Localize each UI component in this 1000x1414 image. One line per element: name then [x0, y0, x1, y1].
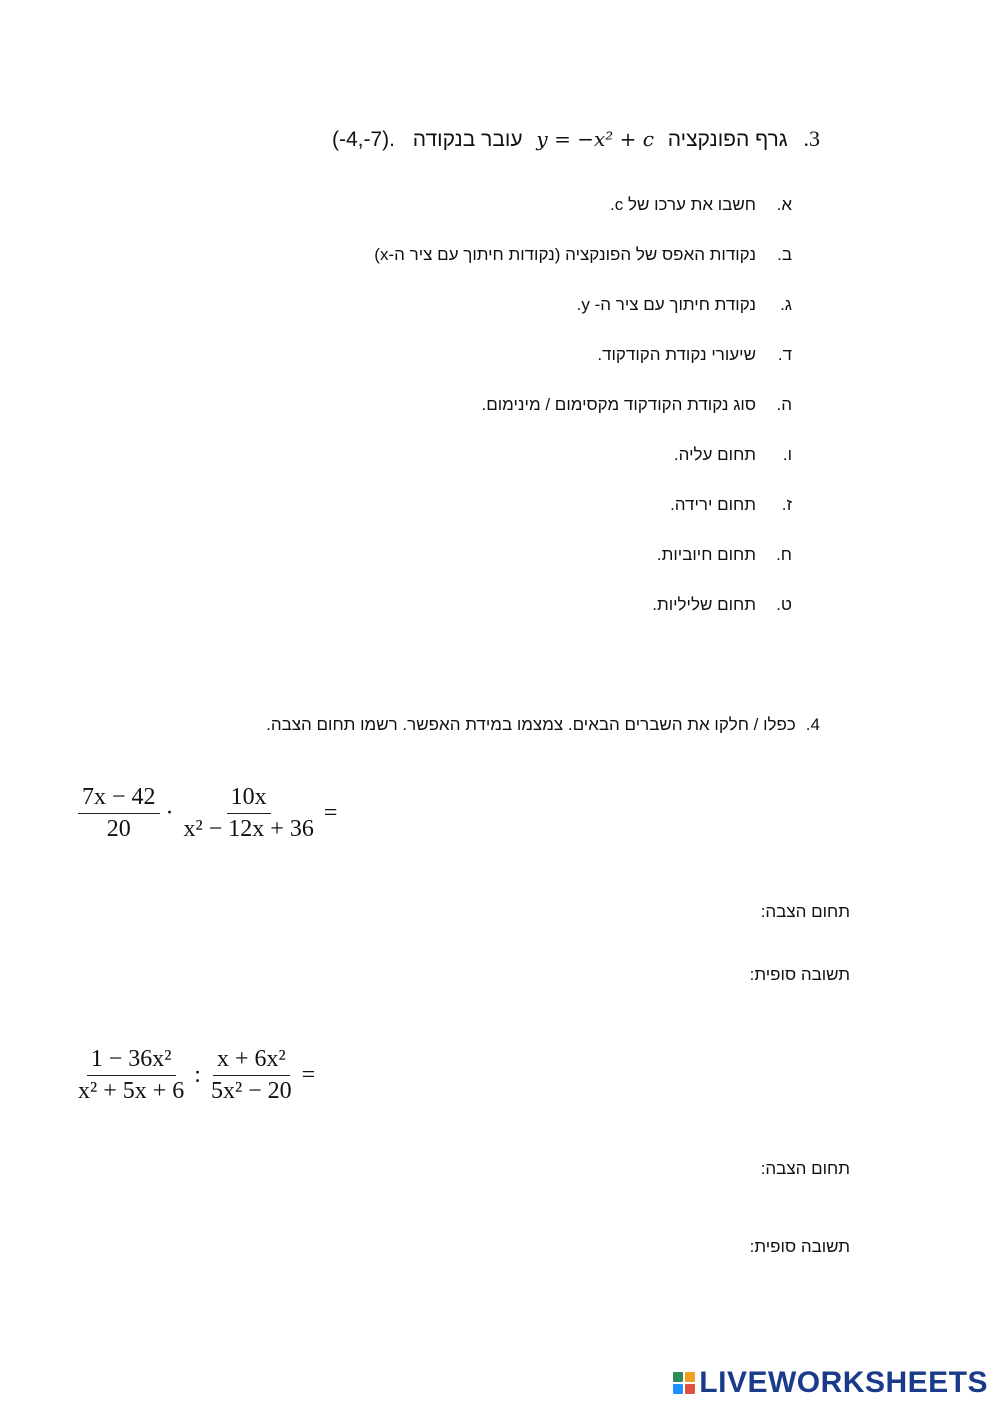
exercise-2-expression — [74, 1046, 321, 1105]
multiply-operator: · — [165, 800, 174, 826]
question-3-number: 3. — [803, 126, 820, 151]
item-text: תחום חיוביות. — [656, 545, 756, 564]
denominator: 5x² − 20 — [210, 1078, 292, 1104]
numerator: x + 6x² — [213, 1046, 290, 1076]
fraction — [78, 784, 160, 843]
fraction — [74, 1046, 188, 1105]
numerator: 7x − 42 — [78, 784, 160, 814]
item-label: ג. — [780, 295, 792, 314]
question-4-number: 4. — [805, 715, 820, 734]
item-text: תחום ירידה. — [670, 495, 756, 514]
equals-sign: = — [301, 1062, 316, 1088]
list-item — [374, 245, 792, 265]
fraction — [180, 784, 318, 843]
denominator: 20 — [106, 816, 131, 842]
numerator: 1 − 36x² — [87, 1046, 176, 1076]
list-item — [657, 545, 792, 565]
question-3-title — [332, 126, 820, 152]
list-item — [597, 345, 792, 365]
logo-icon — [673, 1372, 695, 1394]
list-item — [670, 495, 792, 515]
item-text: תחום עליה. — [673, 445, 756, 464]
item-label: א. — [776, 195, 792, 214]
item-label: ד. — [777, 345, 792, 364]
list-item — [577, 295, 792, 315]
item-label: ז. — [781, 495, 792, 514]
item-text: תחום שליליות. — [652, 595, 756, 614]
equals-sign: = — [323, 800, 338, 826]
question-4-title — [266, 715, 820, 735]
question-4-text: כפלו / חלקו את השברים הבאים. צמצמו במידת האפשר. רשמו תחום הצבה. — [266, 715, 796, 734]
list-item — [610, 195, 792, 215]
exercise-2-domain-label: תחום הצבה: — [760, 1159, 850, 1178]
exercise-1-expression — [78, 784, 343, 843]
exercise-1-domain-label: תחום הצבה: — [760, 902, 850, 921]
exercise-2-answer-label: תשובה סופית: — [749, 1237, 850, 1256]
item-label: ה. — [776, 395, 792, 414]
liveworksheets-logo — [673, 1366, 988, 1400]
list-item — [482, 395, 793, 415]
question-3-point: (-4,-7). — [331, 128, 395, 151]
list-item — [674, 445, 792, 465]
question-3-text-before: גרף הפונקציה — [667, 128, 788, 151]
item-text: נקודת חיתוך עם ציר ה- y. — [576, 295, 756, 314]
item-label: ב. — [777, 245, 792, 264]
item-text: חשבו את ערכו של c. — [610, 195, 756, 214]
question-3-text-after: עובר בנקודה — [412, 128, 523, 151]
logo-text: LIVEWORKSHEETS — [699, 1366, 988, 1399]
question-3-formula: y = −x² + c — [536, 127, 654, 151]
item-text: סוג נקודת הקודקוד מקסימום / מינימום. — [481, 395, 756, 414]
numerator: 10x — [227, 784, 271, 814]
denominator: x² + 5x + 6 — [78, 1078, 185, 1104]
item-label: ח. — [776, 545, 792, 564]
item-label: ו. — [782, 445, 792, 464]
denominator: x² − 12x + 36 — [183, 816, 314, 842]
item-text: נקודות האפס של הפונקציה (נקודות חיתוך עם ציר ה-x) — [374, 245, 756, 264]
exercise-1-answer-label: תשובה סופית: — [749, 965, 850, 984]
fraction — [207, 1046, 296, 1105]
item-label: ט. — [776, 595, 792, 614]
list-item — [652, 595, 792, 615]
divide-operator: : — [194, 1062, 201, 1088]
item-text: שיעורי נקודת הקודקוד. — [597, 345, 756, 364]
